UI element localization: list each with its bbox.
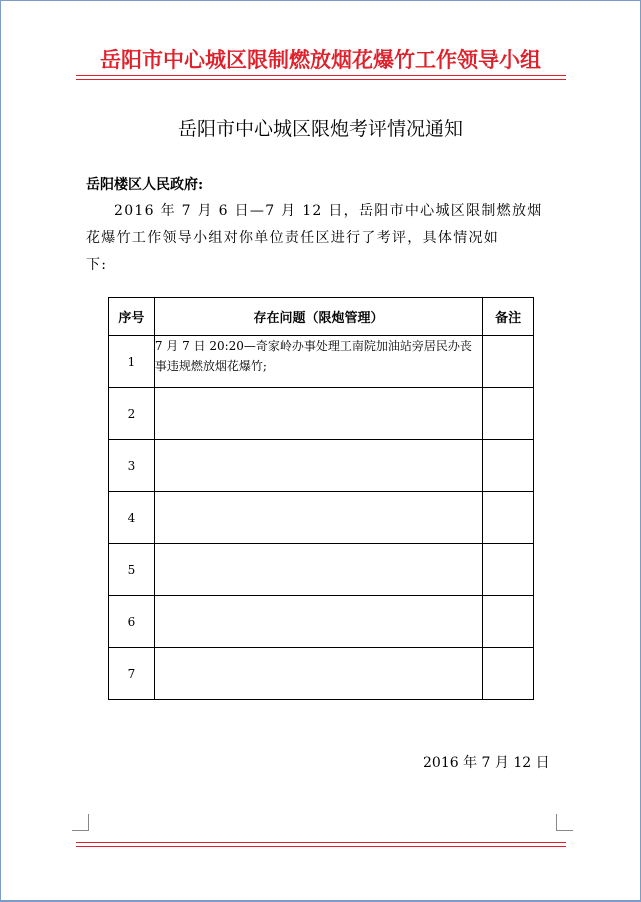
table-row (109, 492, 534, 544)
row-issue (154, 544, 482, 596)
row-note (483, 492, 534, 544)
table-row (109, 440, 534, 492)
row-number: 4 (109, 492, 155, 544)
header-serial-number: 序号 (109, 298, 155, 336)
header-red-rule-bottom (76, 79, 566, 80)
page-corner-mark-left (72, 814, 89, 831)
row-number: 3 (109, 440, 155, 492)
page-corner-mark-right (556, 814, 573, 831)
row-note (483, 544, 534, 596)
header-issues: 存在问题（限炮管理） (154, 298, 482, 336)
row-issue (154, 440, 482, 492)
table-row (109, 648, 534, 700)
body-line-2: 花爆竹工作领导小组对你单位责任区进行了考评，具体情况如 (86, 230, 500, 246)
row-note (483, 440, 534, 492)
table-row (109, 336, 534, 388)
row-number: 5 (109, 544, 155, 596)
row-note (483, 648, 534, 700)
row-issue (154, 648, 482, 700)
table-row (109, 388, 534, 440)
salutation: 岳阳楼区人民政府: (86, 177, 204, 193)
footer-red-rule-top (76, 842, 566, 843)
row-note (483, 388, 534, 440)
review-table (108, 297, 534, 700)
row-number: 7 (109, 648, 155, 700)
row-issue: 7 月 7 日 20:20—奇家岭办事处理工南院加油站旁居民办丧事违规燃放烟花爆竹; (154, 336, 482, 388)
row-number: 6 (109, 596, 155, 648)
row-note (483, 596, 534, 648)
table-row (109, 596, 534, 648)
org-header-title: 岳阳市中心城区限制燃放烟花爆竹工作领导小组 (100, 47, 541, 72)
row-issue (154, 388, 482, 440)
body-line-3: 下: (86, 257, 108, 273)
table-row (109, 544, 534, 596)
document-title: 岳阳市中心城区限炮考评情况通知 (177, 118, 463, 140)
row-number: 1 (109, 336, 155, 388)
header-red-rule-top (76, 75, 566, 76)
header-remarks: 备注 (483, 298, 534, 336)
signature-date: 2016 年 7 月 12 日 (423, 755, 550, 771)
footer-red-rule-bottom (76, 846, 566, 847)
row-note (483, 336, 534, 388)
row-number: 2 (109, 388, 155, 440)
row-issue (154, 492, 482, 544)
body-line-1: 2016 年 7 月 6 日—7 月 12 日，岳阳市中心城区限制燃放烟 (114, 203, 543, 219)
table-header-row (109, 298, 534, 336)
row-issue (154, 596, 482, 648)
